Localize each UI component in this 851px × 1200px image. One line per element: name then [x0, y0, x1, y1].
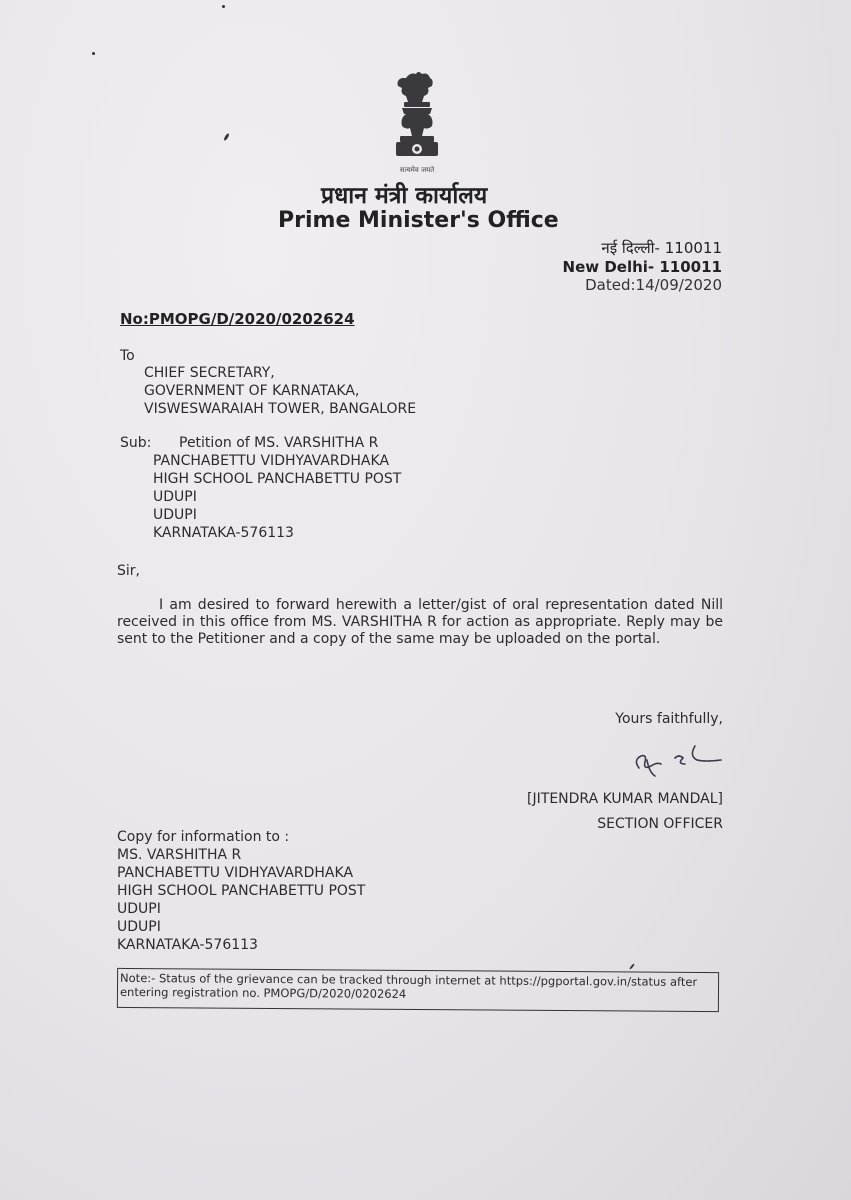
- copy-label: Copy for information to :: [117, 829, 290, 845]
- subject-address: [153, 452, 401, 542]
- copy-address: [117, 846, 365, 954]
- recipient-line: CHIEF SECRETARY,: [144, 365, 275, 381]
- copy-line: KARNATAKA-576113: [117, 937, 258, 953]
- copy-line: MS. VARSHITHA R: [117, 847, 242, 863]
- subject-line: KARNATAKA-576113: [153, 525, 294, 541]
- office-title-hindi: प्रधान मंत्री कार्यालय: [321, 183, 488, 209]
- place-hindi: नई दिल्ली- 110011: [601, 239, 722, 257]
- subject-label: Sub:: [120, 435, 152, 451]
- emblem-motto: सत्यमेव जयते: [399, 166, 435, 174]
- signatory-name: [JITENDRA KUMAR MANDAL]: [527, 791, 723, 807]
- letter-date: Dated:14/09/2020: [585, 276, 722, 294]
- letter-body: [117, 597, 723, 648]
- copy-line: UDUPI: [117, 901, 161, 917]
- copy-line: PANCHABETTU VIDHYAVARDHAKA: [117, 865, 354, 881]
- national-emblem-icon: [384, 72, 450, 178]
- subject-first-line: Petition of MS. VARSHITHA R: [179, 435, 379, 451]
- subject-line: HIGH SCHOOL PANCHABETTU POST: [153, 471, 402, 487]
- paper-speck: [92, 52, 95, 55]
- copy-line: HIGH SCHOOL PANCHABETTU POST: [117, 883, 366, 899]
- signature-icon: [625, 738, 725, 778]
- subject-line: UDUPI: [153, 507, 197, 523]
- recipient-line: GOVERNMENT OF KARNATAKA,: [144, 383, 360, 399]
- grievance-note: Note:- Status of the grievance can be tracked through internet at https://pgportal.gov.in/status after entering registration no. PMOPG/D/2020/0202624: [117, 968, 719, 1012]
- copy-line: UDUPI: [117, 919, 161, 935]
- closing: Yours faithfully,: [615, 711, 723, 727]
- recipient-address: [144, 364, 416, 418]
- signatory-title: SECTION OFFICER: [597, 816, 723, 832]
- recipient-line: VISWESWARAIAH TOWER, BANGALORE: [144, 401, 417, 417]
- paper-speck: [222, 5, 225, 8]
- place-english: New Delhi- 110011: [562, 258, 722, 276]
- salutation: Sir,: [117, 563, 140, 579]
- reference-number: No:PMOPG/D/2020/0202624: [120, 310, 355, 328]
- office-title-english: Prime Minister's Office: [278, 208, 559, 233]
- subject-line: UDUPI: [153, 489, 197, 505]
- subject-line: PANCHABETTU VIDHYAVARDHAKA: [153, 453, 390, 469]
- letter-body-text: I am desired to forward herewith a letter/gist of oral representation dated Nill received in this office from MS. VARSHITHA R for action as appropriate. Reply may be sent to the Petitioner and a copy of the same may be uploaded on the portal.: [117, 597, 723, 647]
- to-label: To: [120, 348, 135, 364]
